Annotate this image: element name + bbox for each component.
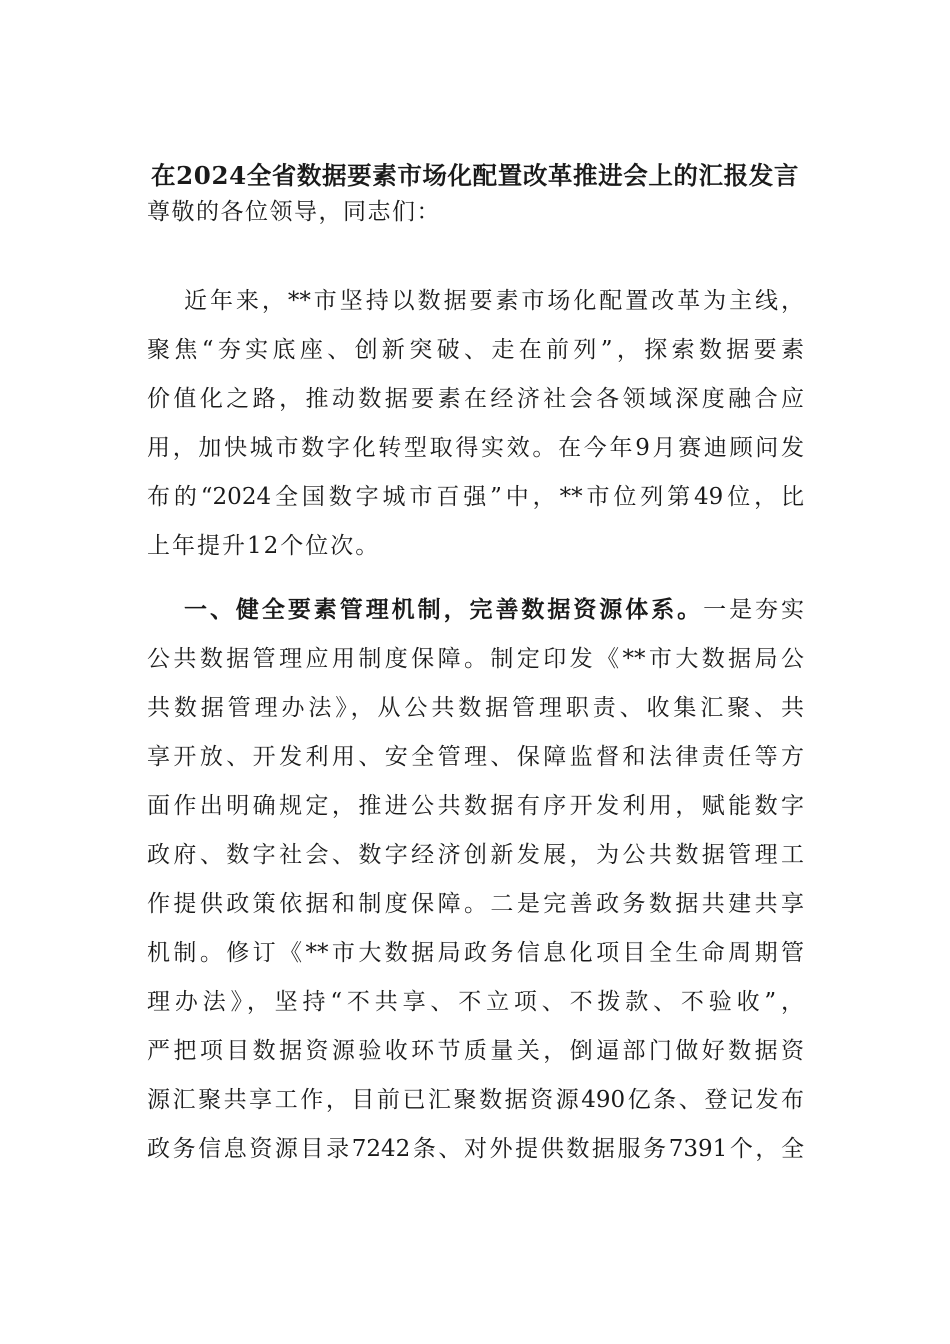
paragraph-line: 理办法》，坚持“不共享、不立项、不拨款、不验收”，: [147, 989, 804, 1015]
paragraph-line: 公共数据管理应用制度保障。制定印发《**市大数据局公: [147, 646, 804, 672]
paragraph-line: 政府、数字社会、数字经济创新发展，为公共数据管理工: [147, 842, 804, 868]
paragraph-line: 机制。修订《**市大数据局政务信息化项目全生命周期管: [147, 940, 804, 966]
paragraph-line: [184, 590, 804, 630]
paragraph-line: 严把项目数据资源验收环节质量关，倒逼部门做好数据资: [147, 1038, 804, 1064]
salutation: 尊敬的各位领导，同志们：: [147, 199, 441, 225]
paragraph-line: 享开放、开发利用、安全管理、保障监督和法律责任等方: [147, 744, 804, 770]
paragraph-line: 价值化之路，推动数据要素在经济社会各领域深度融合应: [147, 386, 804, 412]
paragraph-line: 政务信息资源目录7242条、对外提供数据服务7391个，全: [147, 1136, 804, 1162]
section-heading: 一、健全要素管理机制，完善数据资源体系。: [184, 596, 704, 623]
paragraph-line: 面作出明确规定，推进公共数据有序开发利用，赋能数字: [147, 793, 804, 819]
paragraph-line: 近年来，**市坚持以数据要素市场化配置改革为主线，: [184, 288, 804, 314]
paragraph-line: 上年提升12个位次。: [147, 533, 381, 559]
paragraph-text: 一是夯实: [703, 597, 804, 623]
paragraph-line: 作提供政策依据和制度保障。二是完善政务数据共建共享: [147, 891, 804, 917]
paragraph-line: 聚焦“夯实底座、创新突破、走在前列”，探索数据要素: [147, 337, 804, 363]
paragraph-line: 源汇聚共享工作，目前已汇聚数据资源490亿条、登记发布: [147, 1087, 804, 1113]
paragraph-line: 用，加快城市数字化转型取得实效。在今年9月赛迪顾问发: [147, 435, 804, 461]
paragraph-line: 共数据管理办法》，从公共数据管理职责、收集汇聚、共: [147, 695, 804, 721]
document-title: 在2024全省数据要素市场化配置改革推进会上的汇报发言: [151, 161, 799, 190]
paragraph-line: 布的“2024全国数字城市百强”中，**市位列第49位，比: [147, 484, 804, 510]
